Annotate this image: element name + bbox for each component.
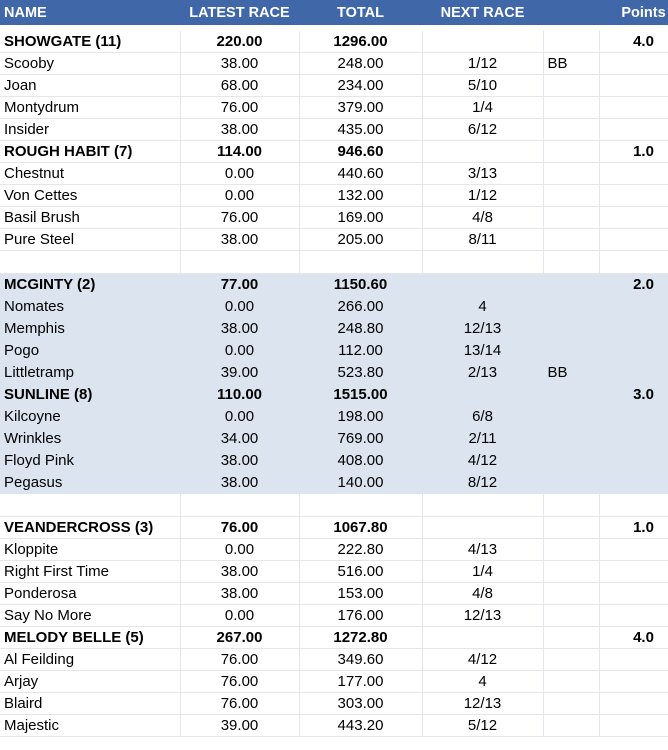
horse-extra [543,450,599,472]
team-extra [543,274,599,296]
horse-row [0,53,668,75]
team-total: 1150.60 [299,274,422,296]
team-extra [543,31,599,53]
horse-total: 379.00 [299,97,422,119]
team-extra [543,141,599,163]
horse-next: 6/12 [422,119,543,141]
horse-latest: 76.00 [180,671,299,693]
horse-total: 112.00 [299,340,422,362]
horse-name: Floyd Pink [0,450,180,472]
horse-points [599,97,668,119]
horse-extra [543,163,599,185]
team-extra [543,384,599,406]
horse-extra: BB [543,53,599,75]
horse-next: 13/14 [422,340,543,362]
team-row [0,274,668,296]
horse-total: 349.60 [299,649,422,671]
horse-total: 523.80 [299,362,422,384]
horse-row [0,428,668,450]
horse-points [599,229,668,251]
horse-extra [543,318,599,340]
team-latest: 110.00 [180,384,299,406]
horse-total: 248.80 [299,318,422,340]
horse-next: 4/13 [422,539,543,561]
horse-total: 435.00 [299,119,422,141]
horse-name: Montydrum [0,97,180,119]
horse-points [599,340,668,362]
horse-row [0,583,668,605]
horse-next: 12/13 [422,318,543,340]
horse-row [0,97,668,119]
team-row [0,517,668,539]
horse-latest: 0.00 [180,296,299,318]
horse-name: Al Feilding [0,649,180,671]
horse-total: 132.00 [299,185,422,207]
team-name: SUNLINE (8) [0,384,180,406]
horse-row [0,671,668,693]
horse-total: 205.00 [299,229,422,251]
horse-latest: 76.00 [180,649,299,671]
horse-next: 4/8 [422,207,543,229]
horse-total: 140.00 [299,472,422,494]
horse-next: 1/12 [422,53,543,75]
horse-points [599,539,668,561]
horse-total: 408.00 [299,450,422,472]
horse-name: Insider [0,119,180,141]
team-total: 1272.80 [299,627,422,649]
horse-total: 440.60 [299,163,422,185]
team-name: ROUGH HABIT (7) [0,141,180,163]
horse-extra: BB [543,362,599,384]
horse-points [599,362,668,384]
team-next [422,141,543,163]
horse-name: Ponderosa [0,583,180,605]
horse-total: 769.00 [299,428,422,450]
horse-points [599,119,668,141]
team-name: SHOWGATE (11) [0,31,180,53]
horse-latest: 76.00 [180,693,299,715]
team-points: 4.0 [599,627,668,649]
team-latest: 76.00 [180,517,299,539]
horse-row [0,472,668,494]
horse-total: 266.00 [299,296,422,318]
horse-points [599,163,668,185]
horse-total: 198.00 [299,406,422,428]
horse-name: Kloppite [0,539,180,561]
horse-total: 222.80 [299,539,422,561]
header-name[interactable]: NAME [0,0,180,25]
horse-next: 5/12 [422,715,543,737]
team-row [0,384,668,406]
horse-latest: 34.00 [180,428,299,450]
horse-name: Pegasus [0,472,180,494]
horse-extra [543,119,599,141]
horse-extra [543,583,599,605]
team-next [422,627,543,649]
horse-next: 12/13 [422,605,543,627]
horse-latest: 38.00 [180,119,299,141]
team-row [0,141,668,163]
horse-extra [543,649,599,671]
horse-extra [543,428,599,450]
horse-points [599,406,668,428]
horse-next: 6/8 [422,406,543,428]
team-row [0,627,668,649]
horse-latest: 38.00 [180,472,299,494]
horse-name: Littletramp [0,362,180,384]
horse-name: Arjay [0,671,180,693]
horse-points [599,53,668,75]
horse-total: 443.20 [299,715,422,737]
horse-latest: 0.00 [180,406,299,428]
horse-latest: 76.00 [180,97,299,119]
horse-row [0,450,668,472]
horse-row [0,163,668,185]
horse-total: 234.00 [299,75,422,97]
horse-name: Say No More [0,605,180,627]
horse-latest: 0.00 [180,163,299,185]
horse-total: 516.00 [299,561,422,583]
horse-latest: 39.00 [180,362,299,384]
horse-points [599,75,668,97]
horse-points [599,428,668,450]
team-next [422,274,543,296]
horse-next: 2/13 [422,362,543,384]
team-extra [543,627,599,649]
horse-extra [543,472,599,494]
team-name: MELODY BELLE (5) [0,627,180,649]
horse-extra [543,605,599,627]
horse-name: Pure Steel [0,229,180,251]
horse-row [0,406,668,428]
horse-name: Majestic [0,715,180,737]
horse-next: 4/12 [422,450,543,472]
horse-row [0,693,668,715]
horse-points [599,583,668,605]
horse-extra [543,75,599,97]
header-extra [543,0,599,25]
horse-row [0,649,668,671]
team-points: 1.0 [599,517,668,539]
horse-latest: 38.00 [180,53,299,75]
horse-row [0,119,668,141]
team-extra [543,517,599,539]
horse-next: 8/12 [422,472,543,494]
horse-row [0,296,668,318]
horse-latest: 38.00 [180,450,299,472]
horse-next: 4/12 [422,649,543,671]
team-next [422,384,543,406]
horse-row [0,605,668,627]
horse-name: Chestnut [0,163,180,185]
horse-latest: 68.00 [180,75,299,97]
horse-latest: 0.00 [180,539,299,561]
horse-row [0,715,668,737]
horse-extra [543,207,599,229]
header-latest-race[interactable]: LATEST RACE [180,0,299,25]
horse-latest: 0.00 [180,605,299,627]
horse-row [0,185,668,207]
team-next [422,517,543,539]
horse-total: 153.00 [299,583,422,605]
horse-total: 169.00 [299,207,422,229]
horse-name: Memphis [0,318,180,340]
horse-name: Blaird [0,693,180,715]
team-row [0,31,668,53]
horse-points [599,318,668,340]
horse-points [599,693,668,715]
horse-next: 1/4 [422,97,543,119]
horse-next: 3/13 [422,163,543,185]
horse-name: Right First Time [0,561,180,583]
horse-next: 5/10 [422,75,543,97]
horse-latest: 0.00 [180,340,299,362]
team-total: 1067.80 [299,517,422,539]
horse-row [0,75,668,97]
team-total: 1515.00 [299,384,422,406]
horse-latest: 0.00 [180,185,299,207]
horse-name: Basil Brush [0,207,180,229]
horse-extra [543,185,599,207]
horse-total: 176.00 [299,605,422,627]
horse-points [599,605,668,627]
horse-points [599,207,668,229]
horse-next: 1/4 [422,561,543,583]
horse-total: 248.00 [299,53,422,75]
horse-extra [543,229,599,251]
team-points: 1.0 [599,141,668,163]
team-latest: 77.00 [180,274,299,296]
horse-row [0,229,668,251]
team-name: VEANDERCROSS (3) [0,517,180,539]
horse-name: Von Cettes [0,185,180,207]
header-row [0,0,668,25]
team-total: 946.60 [299,141,422,163]
horse-latest: 39.00 [180,715,299,737]
horse-next: 8/11 [422,229,543,251]
team-next [422,31,543,53]
horse-name: Nomates [0,296,180,318]
horse-extra [543,671,599,693]
horse-next: 4/8 [422,583,543,605]
horse-row [0,207,668,229]
team-total: 1296.00 [299,31,422,53]
horse-points [599,671,668,693]
horse-name: Kilcoyne [0,406,180,428]
horse-points [599,450,668,472]
horse-next: 4 [422,296,543,318]
team-latest: 267.00 [180,627,299,649]
horse-latest: 76.00 [180,207,299,229]
separator-row [0,251,668,274]
horse-name: Wrinkles [0,428,180,450]
horse-points [599,472,668,494]
horse-row [0,561,668,583]
horse-extra [543,693,599,715]
horse-name: Pogo [0,340,180,362]
horse-latest: 38.00 [180,561,299,583]
horse-next: 1/12 [422,185,543,207]
horse-name: Scooby [0,53,180,75]
horse-latest: 38.00 [180,318,299,340]
horse-extra [543,340,599,362]
horse-points [599,561,668,583]
horse-latest: 38.00 [180,583,299,605]
horse-extra [543,97,599,119]
horse-points [599,715,668,737]
horse-latest: 38.00 [180,229,299,251]
separator-row [0,494,668,517]
header-points[interactable]: Points [599,0,668,25]
horse-extra [543,561,599,583]
horse-row [0,539,668,561]
horse-points [599,296,668,318]
horse-extra [543,539,599,561]
horse-extra [543,406,599,428]
horse-total: 177.00 [299,671,422,693]
horse-next: 4 [422,671,543,693]
horse-total: 303.00 [299,693,422,715]
team-points: 2.0 [599,274,668,296]
horse-row [0,318,668,340]
header-next-race[interactable]: NEXT RACE [422,0,543,25]
horse-points [599,185,668,207]
team-name: MCGINTY (2) [0,274,180,296]
team-latest: 114.00 [180,141,299,163]
horse-row [0,340,668,362]
horse-extra [543,296,599,318]
team-points: 3.0 [599,384,668,406]
horse-next: 2/11 [422,428,543,450]
team-points: 4.0 [599,31,668,53]
horse-next: 12/13 [422,693,543,715]
horse-points [599,649,668,671]
horse-row [0,362,668,384]
horse-extra [543,715,599,737]
horse-name: Joan [0,75,180,97]
header-total[interactable]: TOTAL [299,0,422,25]
team-latest: 220.00 [180,31,299,53]
